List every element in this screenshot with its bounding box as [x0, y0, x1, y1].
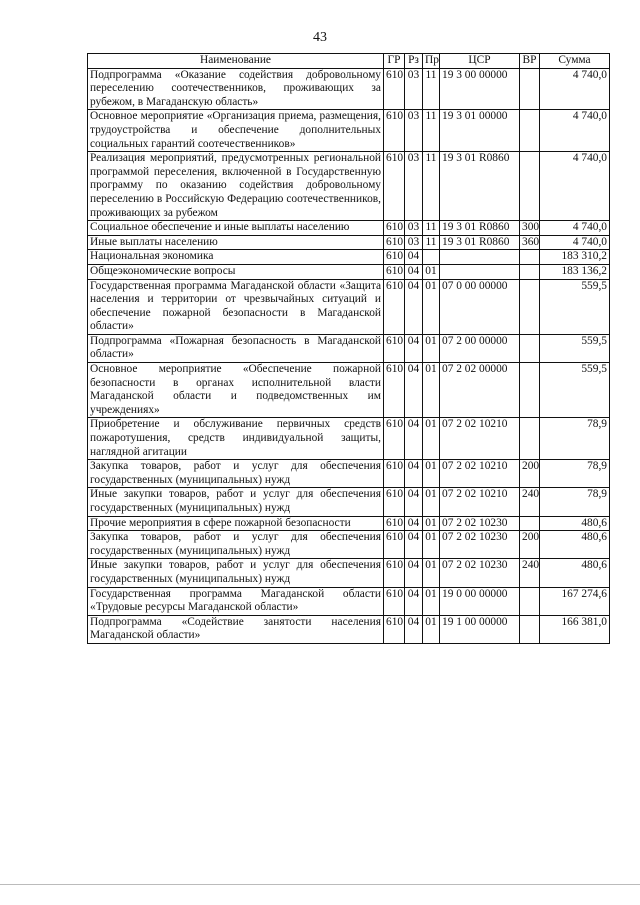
cell-csr: 07 0 00 00000: [440, 279, 520, 334]
cell-name: Национальная экономика: [88, 250, 384, 265]
cell-rz: 04: [405, 531, 423, 559]
table-row: [88, 221, 610, 236]
table-row: [88, 615, 610, 643]
table-row: [88, 559, 610, 587]
cell-name: Основное мероприятие «Организация приема, размещения, трудоустройства и обеспечение дополнительных социальных гарантий соотечественников»: [88, 110, 384, 152]
table-header-row: [88, 54, 610, 69]
cell-pr: 11: [423, 221, 440, 236]
table-row: [88, 250, 610, 265]
header-rz: Рз: [405, 54, 423, 69]
cell-rz: 04: [405, 334, 423, 362]
cell-sum: 559,5: [540, 363, 610, 418]
cell-rz: 04: [405, 460, 423, 488]
cell-gr: 610: [384, 334, 405, 362]
cell-vr: [520, 516, 540, 531]
cell-csr: 19 3 01 R0860: [440, 235, 520, 250]
table-row: [88, 587, 610, 615]
cell-gr: 610: [384, 418, 405, 460]
cell-pr: 01: [423, 516, 440, 531]
cell-vr: [520, 587, 540, 615]
cell-pr: 11: [423, 68, 440, 110]
cell-csr: 07 2 02 10230: [440, 559, 520, 587]
cell-csr: 19 3 01 R0860: [440, 152, 520, 221]
table-row: [88, 110, 610, 152]
cell-rz: 03: [405, 68, 423, 110]
cell-pr: 11: [423, 235, 440, 250]
cell-vr: [520, 418, 540, 460]
cell-gr: 610: [384, 363, 405, 418]
cell-sum: 4 740,0: [540, 221, 610, 236]
table-row: [88, 363, 610, 418]
cell-sum: 4 740,0: [540, 152, 610, 221]
cell-vr: [520, 110, 540, 152]
cell-csr: 07 2 02 10210: [440, 460, 520, 488]
cell-vr: [520, 334, 540, 362]
cell-pr: 01: [423, 418, 440, 460]
cell-csr: 07 2 02 10230: [440, 516, 520, 531]
cell-vr: [520, 279, 540, 334]
table-row: [88, 264, 610, 279]
cell-sum: 166 381,0: [540, 615, 610, 643]
cell-gr: 610: [384, 559, 405, 587]
cell-csr: 07 2 02 10210: [440, 488, 520, 516]
cell-vr: 240: [520, 559, 540, 587]
cell-gr: 610: [384, 615, 405, 643]
cell-gr: 610: [384, 68, 405, 110]
cell-name: Основное мероприятие «Обеспечение пожарной безопасности в органах исполнительной власти Магаданской области и подведомственных им учреждениях»: [88, 363, 384, 418]
cell-pr: 01: [423, 559, 440, 587]
header-name: Наименование: [88, 54, 384, 69]
cell-vr: 360: [520, 235, 540, 250]
cell-name: Иные закупки товаров, работ и услуг для обеспечения государственных (муниципальных) нужд: [88, 559, 384, 587]
cell-sum: 4 740,0: [540, 68, 610, 110]
cell-gr: 610: [384, 460, 405, 488]
cell-sum: 183 136,2: [540, 264, 610, 279]
cell-rz: 03: [405, 221, 423, 236]
cell-sum: 4 740,0: [540, 110, 610, 152]
budget-table: [87, 53, 610, 644]
cell-csr: [440, 264, 520, 279]
cell-pr: 01: [423, 488, 440, 516]
cell-csr: [440, 250, 520, 265]
cell-name: Реализация мероприятий, предусмотренных региональной программой переселения, включенной в Государственную программу по оказанию содействия добровольному переселению в Российскую Федерацию соотечественников, проживающих за рубежом: [88, 152, 384, 221]
table-row: [88, 235, 610, 250]
cell-name: Подпрограмма «Содействие занятости населения Магаданской области»: [88, 615, 384, 643]
cell-rz: 04: [405, 559, 423, 587]
cell-pr: 11: [423, 110, 440, 152]
cell-gr: 610: [384, 516, 405, 531]
cell-gr: 610: [384, 279, 405, 334]
cell-csr: 07 2 00 00000: [440, 334, 520, 362]
cell-name: Подпрограмма «Оказание содействия добровольному переселению соотечественников, проживающих за рубежом, в Магаданскую область»: [88, 68, 384, 110]
cell-csr: 19 3 00 00000: [440, 68, 520, 110]
cell-name: Закупка товаров, работ и услуг для обеспечения государственных (муниципальных) нужд: [88, 460, 384, 488]
cell-csr: 19 1 00 00000: [440, 615, 520, 643]
cell-gr: 610: [384, 531, 405, 559]
cell-sum: 480,6: [540, 559, 610, 587]
cell-vr: 200: [520, 460, 540, 488]
cell-name: Прочие мероприятия в сфере пожарной безопасности: [88, 516, 384, 531]
cell-pr: 11: [423, 152, 440, 221]
page-number: 43: [313, 30, 327, 45]
cell-pr: 01: [423, 279, 440, 334]
cell-gr: 610: [384, 250, 405, 265]
header-pr: Пр: [423, 54, 440, 69]
cell-vr: [520, 68, 540, 110]
table-row: [88, 418, 610, 460]
cell-name: Приобретение и обслуживание первичных средств пожаротушения, средств индивидуальной защиты, наглядной агитации: [88, 418, 384, 460]
cell-rz: 03: [405, 235, 423, 250]
cell-vr: [520, 264, 540, 279]
cell-gr: 610: [384, 235, 405, 250]
cell-rz: 04: [405, 264, 423, 279]
cell-vr: [520, 250, 540, 265]
cell-pr: 01: [423, 460, 440, 488]
table-row: [88, 488, 610, 516]
cell-sum: 559,5: [540, 334, 610, 362]
table-row: [88, 279, 610, 334]
cell-name: Закупка товаров, работ и услуг для обеспечения государственных (муниципальных) нужд: [88, 531, 384, 559]
table-row: [88, 531, 610, 559]
table-row: [88, 68, 610, 110]
cell-rz: 03: [405, 110, 423, 152]
cell-vr: 300: [520, 221, 540, 236]
cell-pr: 01: [423, 531, 440, 559]
cell-vr: 200: [520, 531, 540, 559]
table-row: [88, 516, 610, 531]
cell-sum: 167 274,6: [540, 587, 610, 615]
cell-rz: 03: [405, 152, 423, 221]
cell-csr: 19 0 00 00000: [440, 587, 520, 615]
cell-csr: 07 2 02 10230: [440, 531, 520, 559]
cell-vr: [520, 152, 540, 221]
cell-rz: 04: [405, 615, 423, 643]
cell-rz: 04: [405, 418, 423, 460]
bottom-divider: [0, 884, 640, 885]
cell-vr: 240: [520, 488, 540, 516]
cell-rz: 04: [405, 279, 423, 334]
cell-gr: 610: [384, 221, 405, 236]
cell-rz: 04: [405, 363, 423, 418]
cell-sum: 480,6: [540, 516, 610, 531]
cell-rz: 04: [405, 250, 423, 265]
cell-csr: 19 3 01 R0860: [440, 221, 520, 236]
cell-sum: 559,5: [540, 279, 610, 334]
cell-sum: 480,6: [540, 531, 610, 559]
cell-sum: 183 310,2: [540, 250, 610, 265]
cell-pr: 01: [423, 264, 440, 279]
cell-vr: [520, 615, 540, 643]
cell-csr: 19 3 01 00000: [440, 110, 520, 152]
cell-gr: 610: [384, 488, 405, 516]
table-row: [88, 334, 610, 362]
table-row: [88, 460, 610, 488]
cell-name: Подпрограмма «Пожарная безопасность в Магаданской области»: [88, 334, 384, 362]
cell-name: Государственная программа Магаданской области «Защита населения и территории от чрезвычайных ситуаций и обеспечение пожарной безопасности в Магаданской области»: [88, 279, 384, 334]
cell-name: Иные выплаты населению: [88, 235, 384, 250]
cell-sum: 78,9: [540, 418, 610, 460]
cell-name: Общеэкономические вопросы: [88, 264, 384, 279]
cell-gr: 610: [384, 587, 405, 615]
cell-rz: 04: [405, 488, 423, 516]
cell-gr: 610: [384, 264, 405, 279]
cell-csr: 07 2 02 00000: [440, 363, 520, 418]
cell-vr: [520, 363, 540, 418]
cell-name: Государственная программа Магаданской области «Трудовые ресурсы Магаданской области»: [88, 587, 384, 615]
cell-gr: 610: [384, 152, 405, 221]
header-gr: ГР: [384, 54, 405, 69]
cell-name: Иные закупки товаров, работ и услуг для обеспечения государственных (муниципальных) нужд: [88, 488, 384, 516]
cell-pr: 01: [423, 587, 440, 615]
cell-rz: 04: [405, 516, 423, 531]
cell-pr: 01: [423, 363, 440, 418]
cell-pr: 01: [423, 615, 440, 643]
header-sum: Сумма: [540, 54, 610, 69]
cell-gr: 610: [384, 110, 405, 152]
cell-pr: [423, 250, 440, 265]
cell-sum: 78,9: [540, 460, 610, 488]
cell-sum: 4 740,0: [540, 235, 610, 250]
cell-csr: 07 2 02 10210: [440, 418, 520, 460]
header-vr: ВР: [520, 54, 540, 69]
cell-sum: 78,9: [540, 488, 610, 516]
header-csr: ЦСР: [440, 54, 520, 69]
cell-pr: 01: [423, 334, 440, 362]
table-row: [88, 152, 610, 221]
cell-rz: 04: [405, 587, 423, 615]
cell-name: Социальное обеспечение и иные выплаты населению: [88, 221, 384, 236]
